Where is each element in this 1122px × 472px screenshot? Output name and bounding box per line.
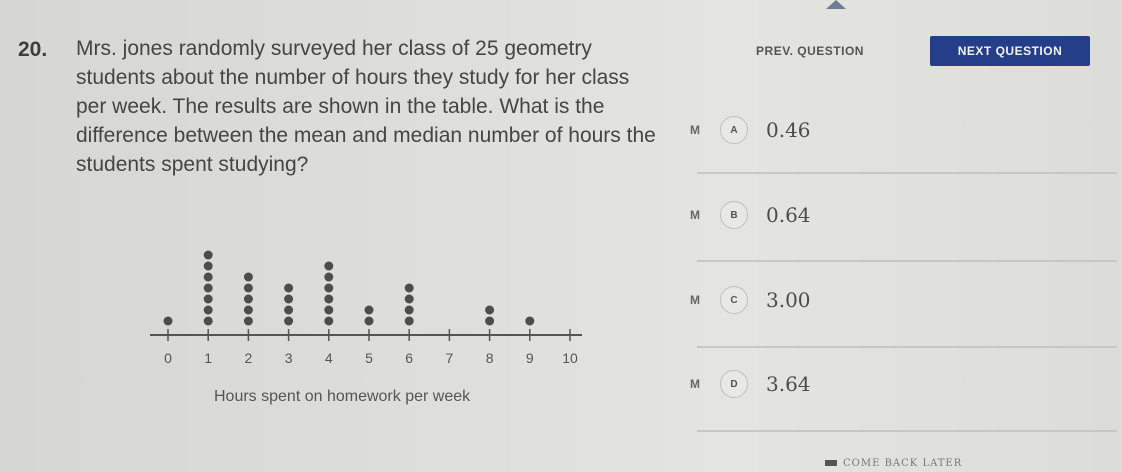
- data-dot: [405, 284, 414, 293]
- option-b[interactable]: [690, 195, 1110, 235]
- tick-label: 5: [365, 350, 373, 366]
- data-dot: [405, 306, 414, 315]
- data-dot: [204, 306, 213, 315]
- data-dot: [324, 317, 333, 326]
- tick-label: 1: [204, 350, 213, 366]
- option-letter-b: B: [720, 201, 748, 229]
- option-divider: [697, 346, 1117, 348]
- data-dot: [244, 295, 253, 304]
- option-letter-a: A: [720, 116, 748, 144]
- option-value-d: 3.64: [766, 372, 811, 396]
- tick-label: 3: [284, 350, 293, 366]
- tick-label: 6: [405, 350, 414, 366]
- option-marker: M: [690, 123, 700, 137]
- tick-label: 10: [562, 350, 578, 366]
- prev-question-button[interactable]: PREV. QUESTION: [756, 44, 864, 58]
- data-dot: [204, 251, 213, 260]
- data-dot: [164, 317, 173, 326]
- data-dot: [204, 317, 213, 326]
- data-dot: [204, 273, 213, 282]
- option-marker: M: [690, 208, 700, 222]
- option-value-a: 0.46: [766, 118, 811, 142]
- data-dot: [204, 295, 213, 304]
- option-divider: [697, 172, 1117, 174]
- option-value-b: 0.64: [766, 203, 811, 227]
- data-dot: [284, 306, 293, 315]
- come-back-later-label: COME BACK LATER: [843, 457, 963, 469]
- question-text: Mrs. jones randomly surveyed her class of 25 geometry students about the number of hours they study for her class per week. The results are shown in the table. What is the difference between the mean and median number of hours the students spent studying?: [76, 37, 656, 176]
- data-dot: [324, 284, 333, 293]
- data-dot: [485, 306, 494, 315]
- tick-label: 2: [244, 350, 253, 366]
- data-dot: [204, 284, 213, 293]
- dot-plot-chart: [140, 215, 610, 415]
- data-dot: [365, 306, 374, 315]
- tick-label: 4: [324, 350, 333, 366]
- data-dot: [365, 317, 374, 326]
- data-dot: [284, 317, 293, 326]
- option-letter-c: C: [720, 286, 748, 314]
- option-d[interactable]: [690, 364, 1110, 404]
- data-dot: [324, 306, 333, 315]
- data-dot: [405, 295, 414, 304]
- data-dot: [525, 317, 534, 326]
- data-dot: [324, 262, 333, 271]
- option-letter-d: D: [720, 370, 748, 398]
- option-a[interactable]: [690, 110, 1110, 150]
- come-back-later-button[interactable]: [825, 454, 985, 472]
- data-dot: [485, 317, 494, 326]
- option-value-c: 3.00: [766, 288, 811, 312]
- option-divider: [697, 430, 1117, 432]
- option-divider: [697, 260, 1117, 262]
- option-c[interactable]: [690, 280, 1110, 320]
- tick-label: 0: [164, 350, 172, 366]
- data-dot: [244, 317, 253, 326]
- option-marker: M: [690, 293, 700, 307]
- tick-label: 8: [485, 350, 494, 366]
- data-dot: [244, 284, 253, 293]
- question-number: 20.: [18, 38, 48, 61]
- next-question-button[interactable]: NEXT QUESTION: [930, 36, 1090, 66]
- data-dot: [244, 273, 253, 282]
- option-marker: M: [690, 377, 700, 391]
- top-pointer-icon: [826, 0, 846, 9]
- data-dot: [204, 262, 213, 271]
- chart-xlabel: Hours spent on homework per week: [214, 388, 471, 405]
- flag-icon: [825, 460, 837, 466]
- data-dot: [244, 306, 253, 315]
- data-dot: [284, 284, 293, 293]
- tick-label: 7: [445, 350, 454, 366]
- data-dot: [284, 295, 293, 304]
- data-dot: [324, 273, 333, 282]
- tick-label: 9: [525, 350, 534, 366]
- data-dot: [405, 317, 414, 326]
- data-dot: [324, 295, 333, 304]
